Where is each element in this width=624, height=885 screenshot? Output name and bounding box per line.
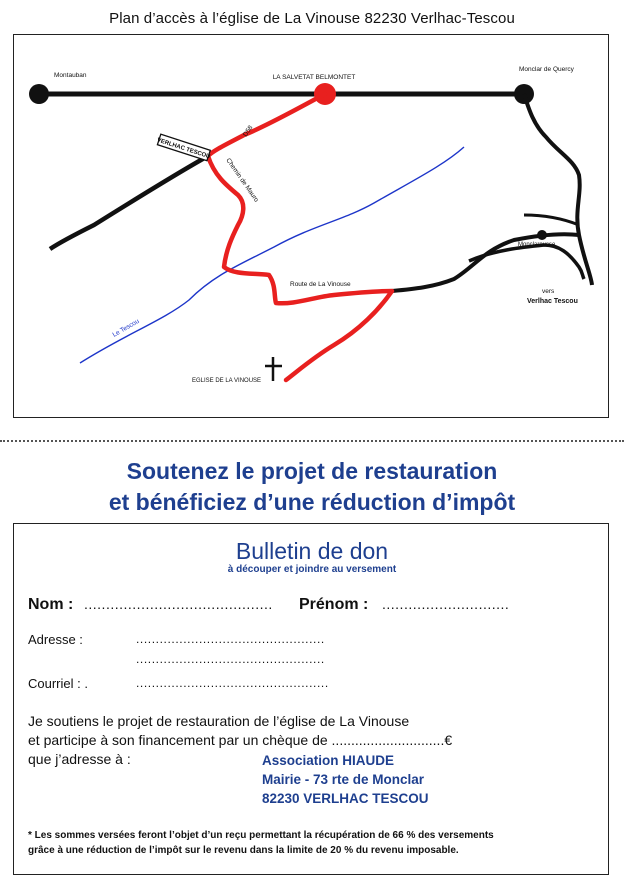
footnote-line-1: * Les sommes versées feront l’objet d’un reçu permettant la récupération de 66 % des versements xyxy=(28,830,494,841)
road-sign-text: VERLHAC TESCOU xyxy=(155,137,211,161)
church-cross-icon xyxy=(265,357,282,381)
headline xyxy=(0,456,624,518)
prenom-field[interactable]: ............................. xyxy=(382,596,510,612)
label-salvetat: LA SALVETAT BELMONTET xyxy=(272,74,356,81)
label-monclarousse: Monclarousse xyxy=(518,242,556,248)
adresse-field-2[interactable]: ................................................ xyxy=(136,652,325,666)
donation-form xyxy=(13,523,609,875)
label-verlhac: Verlhac Tescou xyxy=(527,298,578,305)
adresse-field-1[interactable]: ................................................ xyxy=(136,632,325,646)
road-branch xyxy=(524,215,579,225)
label-tescou: Le Tescou xyxy=(111,317,141,339)
nom-label: Nom : xyxy=(28,596,74,613)
label-monclar: Monclar de Quercy xyxy=(519,66,574,73)
assoc-line-2: Mairie - 73 rte de Monclar xyxy=(262,772,425,787)
form-subtitle: à découper et joindre au versement xyxy=(227,564,397,575)
assoc-line-1: Association HIAUDE xyxy=(262,753,395,768)
support-line-3: que j’adresse à : xyxy=(28,751,131,767)
road-monclarousse xyxy=(469,245,584,279)
label-montauban: Montauban xyxy=(54,72,87,79)
courriel-field[interactable]: ................................................. xyxy=(136,676,329,690)
access-map xyxy=(13,34,609,418)
monclarousse-marker xyxy=(537,230,547,240)
label-eglise: EGLISE DE LA VINOUSE xyxy=(192,378,262,384)
map-title: Plan d’accès à l’église de La Vinouse 82230 Verlhac-Tescou xyxy=(109,10,515,27)
footnote-line-2: grâce à une réduction de l’impôt sur le revenu dans la limite de 20 % du revenu imposable. xyxy=(28,845,459,856)
road-sign xyxy=(156,134,212,162)
route-to-church xyxy=(208,94,392,380)
courriel-label: Courriel : . xyxy=(28,676,88,691)
association-address xyxy=(262,751,429,808)
support-line-2[interactable]: et participe à son financement par un chèque de .............................€ xyxy=(28,732,453,748)
label-vers: vers xyxy=(542,288,555,295)
tax-footnote xyxy=(28,828,598,858)
road-southwest xyxy=(50,156,208,249)
access-map-drawing xyxy=(14,35,610,419)
label-chemin-mauro: Chemin de Mauro xyxy=(224,157,260,204)
cut-line xyxy=(0,440,624,442)
montauban-marker xyxy=(29,84,49,104)
label-d58: D58 xyxy=(241,124,255,139)
prenom-label: Prénom : xyxy=(299,596,369,613)
headline-line-2: et bénéficiez d’une réduction d’impôt xyxy=(108,489,516,515)
support-line-1: Je soutiens le projet de restauration de l’église de La Vinouse xyxy=(28,713,410,729)
river-tescou xyxy=(80,147,464,363)
road-verlhac xyxy=(524,94,592,285)
nom-field[interactable]: ........................................... xyxy=(84,596,273,612)
assoc-line-3: 82230 VERLHAC TESCOU xyxy=(262,791,429,806)
adresse-label: Adresse : xyxy=(28,632,83,647)
label-route-vinouse: Route de La Vinouse xyxy=(290,281,351,288)
headline-line-1: Soutenez le projet de restauration xyxy=(126,458,498,484)
form-title: Bulletin de don xyxy=(235,538,389,564)
